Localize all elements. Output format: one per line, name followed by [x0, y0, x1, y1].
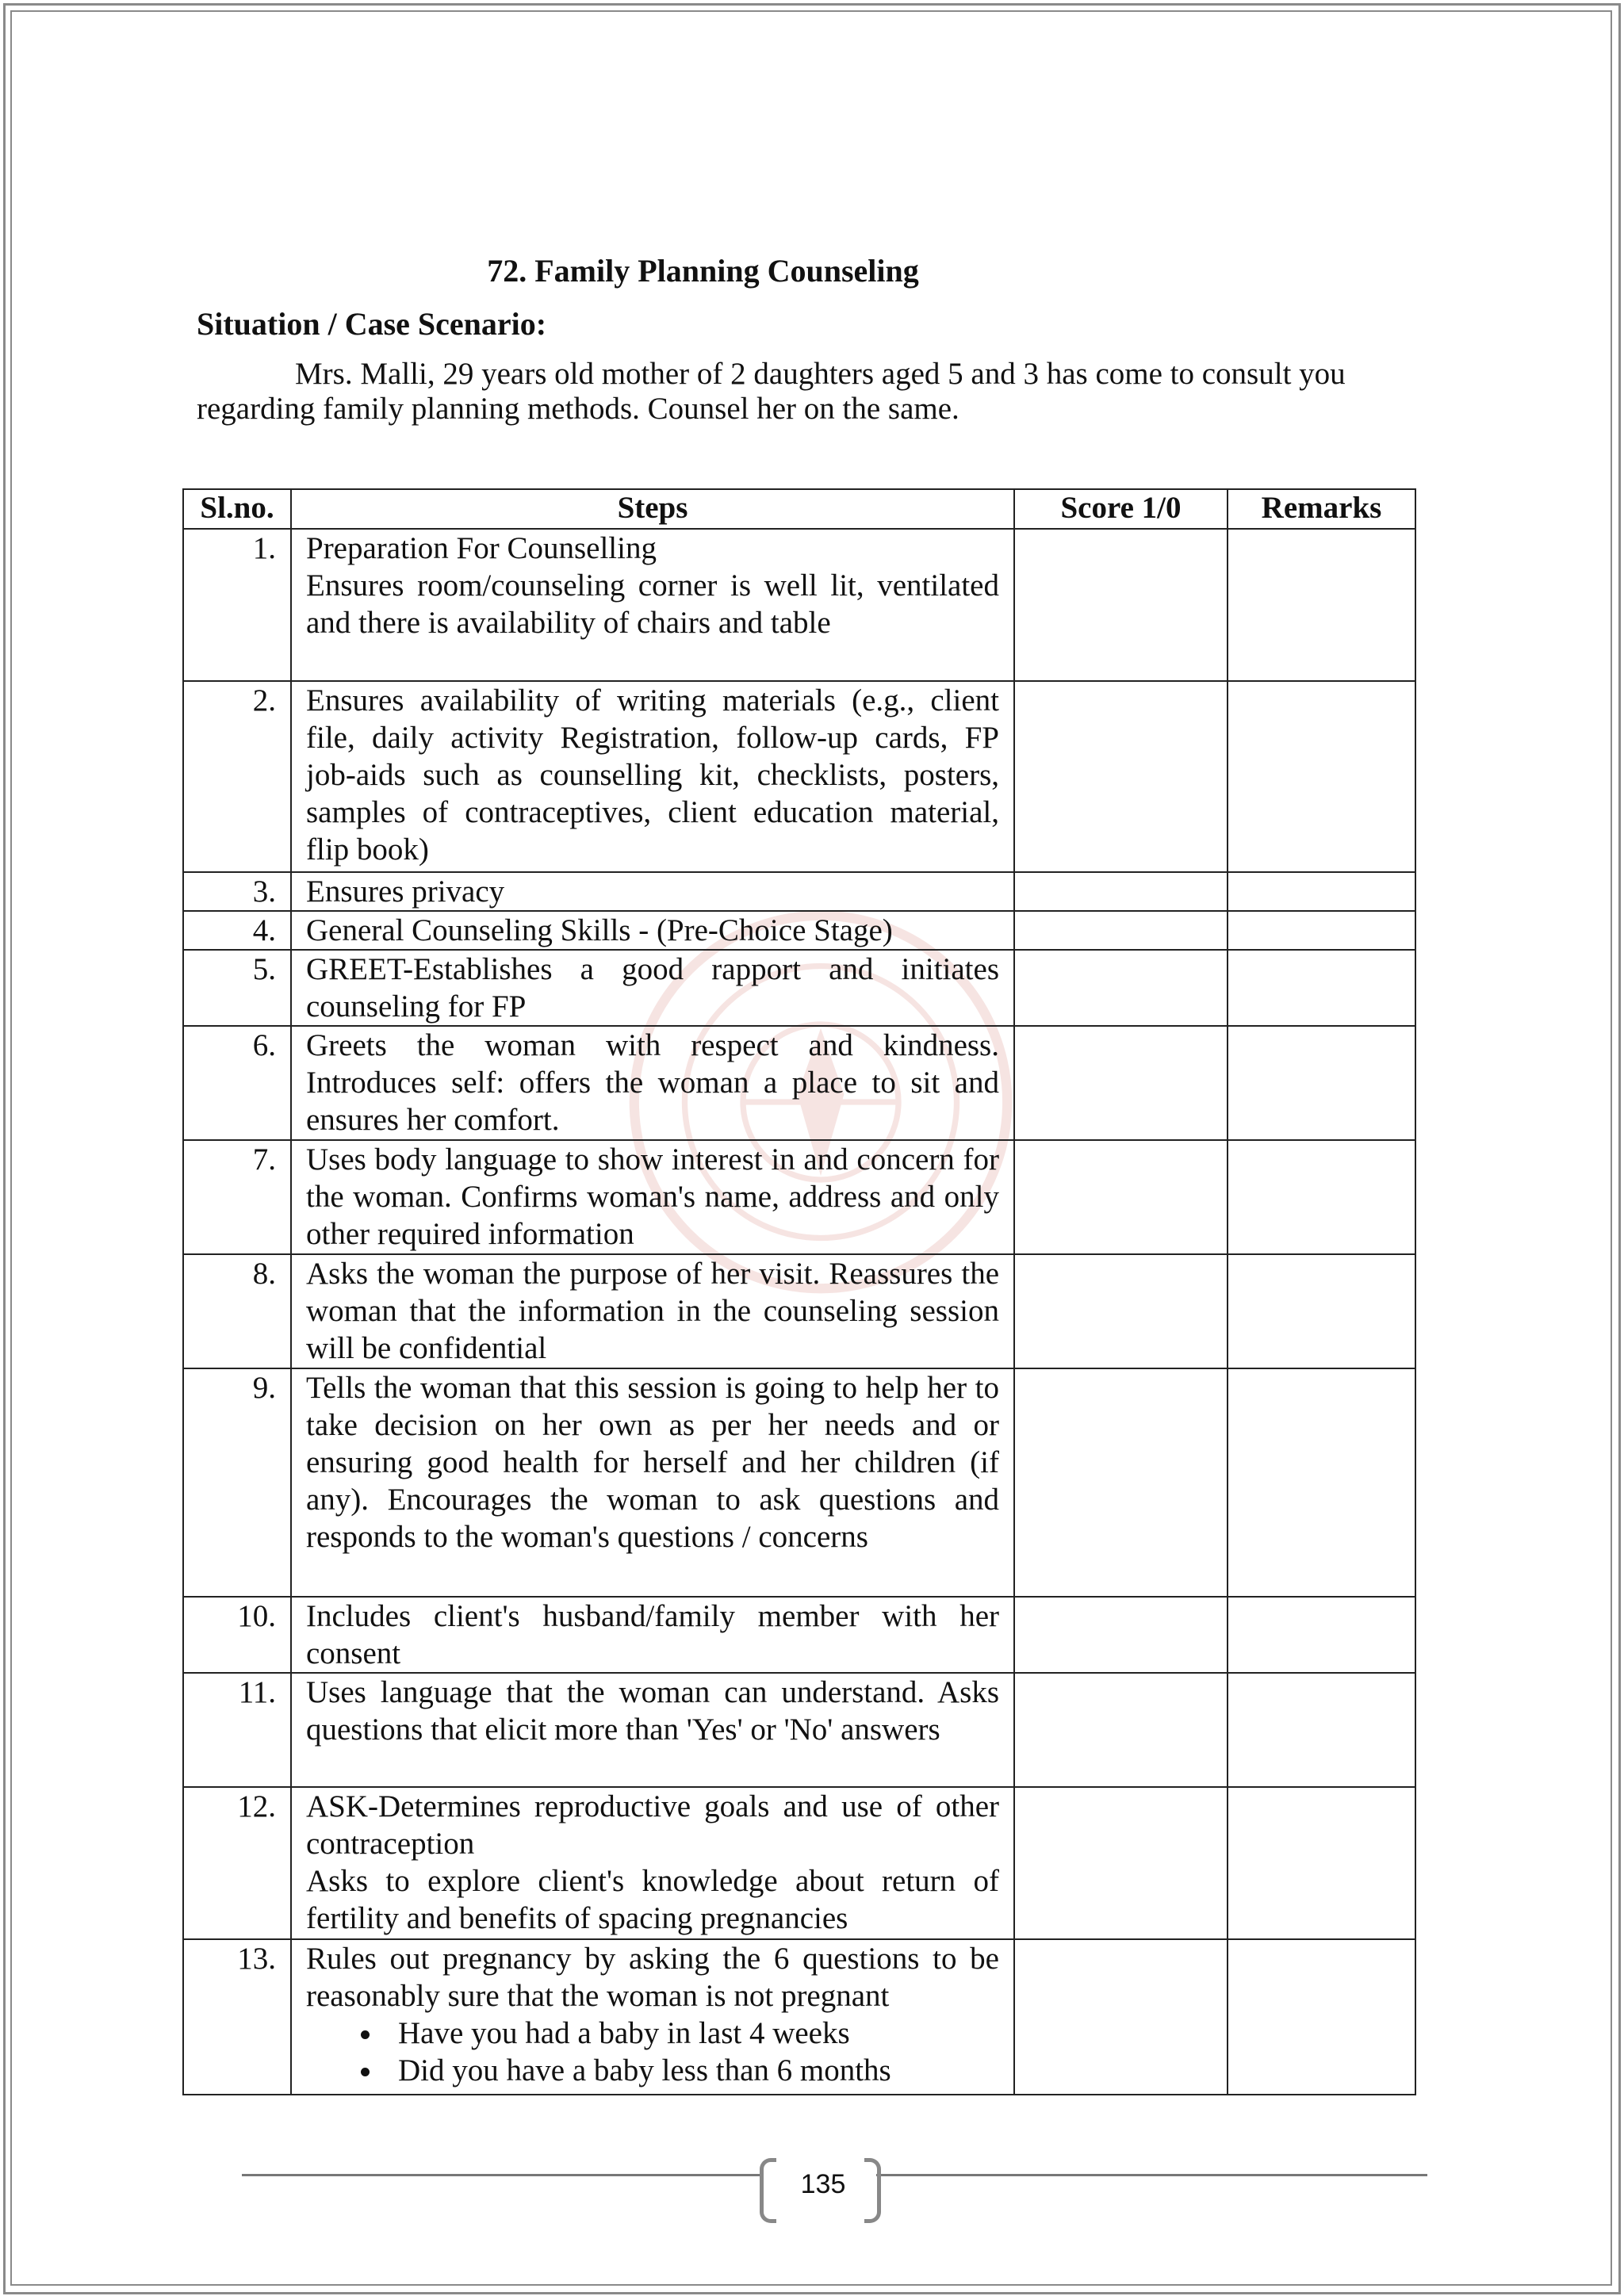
row-number: 3.	[183, 872, 291, 911]
row-number: 6.	[183, 1026, 291, 1140]
remarks-cell[interactable]	[1228, 1026, 1415, 1140]
row-number: 9.	[183, 1368, 291, 1597]
row-step	[291, 1140, 1014, 1254]
row-step	[291, 1673, 1014, 1787]
score-cell[interactable]	[1014, 911, 1228, 950]
remarks-cell[interactable]	[1228, 529, 1415, 681]
row-step	[291, 529, 1014, 681]
table-row	[183, 681, 1415, 872]
row-number: 11.	[183, 1673, 291, 1787]
table-row	[183, 1787, 1415, 1939]
row-step	[291, 1026, 1014, 1140]
score-cell[interactable]	[1014, 1368, 1228, 1597]
table-row	[183, 1254, 1415, 1368]
remarks-cell[interactable]	[1228, 1673, 1415, 1787]
header-score: Score 1/0	[1014, 489, 1228, 529]
remarks-cell[interactable]	[1228, 1254, 1415, 1368]
row-number: 7.	[183, 1140, 291, 1254]
step-text: Uses body language to show interest in and concern for the woman. Confirms woman's name, address and only other required information	[306, 1142, 999, 1251]
step-text: Includes client's husband/family member with her consent	[306, 1599, 999, 1670]
remarks-cell[interactable]	[1228, 1140, 1415, 1254]
row-step	[291, 1787, 1014, 1939]
row-number: 4.	[183, 911, 291, 950]
remarks-cell[interactable]	[1228, 1597, 1415, 1673]
scenario-text: Mrs. Malli, 29 years old mother of 2 daughters aged 5 and 3 has come to consult you regarding family planning methods. Counsel her on the same.	[197, 357, 1346, 426]
row-step	[291, 1597, 1014, 1673]
remarks-cell[interactable]	[1228, 911, 1415, 950]
score-cell[interactable]	[1014, 529, 1228, 681]
row-step	[291, 872, 1014, 911]
row-step	[291, 950, 1014, 1026]
row-number: 8.	[183, 1254, 291, 1368]
step-text: Ensures availability of writing materials (e.g., client file, daily activity Registration, follow-up cards, FP job-aids such as counselling kit, checklists, posters, samples of contraceptives, client education material, flip book)	[306, 683, 999, 867]
score-cell[interactable]	[1014, 1597, 1228, 1673]
page-number-bracket-left	[760, 2158, 776, 2223]
score-cell[interactable]	[1014, 872, 1228, 911]
table-row	[183, 1026, 1415, 1140]
row-number: 13.	[183, 1939, 291, 2095]
footer-rule-right	[876, 2174, 1427, 2176]
remarks-cell[interactable]	[1228, 950, 1415, 1026]
score-cell[interactable]	[1014, 681, 1228, 872]
row-number: 2.	[183, 681, 291, 872]
list-item: • Did you have a baby less than 6 months	[384, 2052, 999, 2089]
row-step	[291, 911, 1014, 950]
remarks-cell[interactable]	[1228, 681, 1415, 872]
question-list	[306, 2015, 999, 2089]
step-text: Ensures privacy	[306, 874, 505, 909]
step-text: Asks to explore client's knowledge about return of fertility and benefits of spacing pregnancies	[306, 1864, 999, 1935]
table-row	[183, 950, 1415, 1026]
table-row	[183, 1140, 1415, 1254]
list-item: • Have you had a baby in last 4 weeks	[384, 2015, 999, 2052]
step-text: Ensures room/counseling corner is well lit, ventilated and there is availability of chairs and table	[306, 568, 999, 640]
page-number: 135	[800, 2169, 846, 2199]
row-number: 1.	[183, 529, 291, 681]
score-cell[interactable]	[1014, 1140, 1228, 1254]
header-slno: Sl.no.	[183, 489, 291, 529]
table-header-row	[183, 489, 1415, 529]
score-cell[interactable]	[1014, 1939, 1228, 2095]
step-text: Uses language that the woman can understand. Asks questions that elicit more than 'Yes' or 'No' answers	[306, 1675, 999, 1747]
row-number: 10.	[183, 1597, 291, 1673]
row-step	[291, 1254, 1014, 1368]
header-steps: Steps	[291, 489, 1014, 529]
table-row	[183, 1673, 1415, 1787]
remarks-cell[interactable]	[1228, 872, 1415, 911]
table-row	[183, 911, 1415, 950]
remarks-cell[interactable]	[1228, 1939, 1415, 2095]
step-text: GREET-Establishes a good rapport and initiates counseling for FP	[306, 952, 999, 1024]
header-remarks: Remarks	[1228, 489, 1415, 529]
score-cell[interactable]	[1014, 1787, 1228, 1939]
step-text: ASK-Determines reproductive goals and use of other contraception	[306, 1789, 999, 1861]
footer-rule-left	[242, 2174, 761, 2176]
row-step	[291, 1939, 1014, 2095]
table-row	[183, 1939, 1415, 2095]
remarks-cell[interactable]	[1228, 1368, 1415, 1597]
score-cell[interactable]	[1014, 1026, 1228, 1140]
table-row	[183, 529, 1415, 681]
score-cell[interactable]	[1014, 1254, 1228, 1368]
row-step	[291, 681, 1014, 872]
remarks-cell[interactable]	[1228, 1787, 1415, 1939]
scenario-heading: Situation / Case Scenario:	[197, 306, 547, 342]
step-text: Asks the woman the purpose of her visit. Reassures the woman that the information in the counseling session will be confidential	[306, 1257, 999, 1365]
row-step	[291, 1368, 1014, 1597]
score-cell[interactable]	[1014, 950, 1228, 1026]
checklist-table	[182, 488, 1416, 2095]
table-row	[183, 1368, 1415, 1597]
table-row	[183, 1597, 1415, 1673]
step-text: Greets the woman with respect and kindness. Introduces self: offers the woman a place to sit and ensures her comfort.	[306, 1028, 999, 1137]
step-text: General Counseling Skills - (Pre-Choice Stage)	[306, 913, 893, 947]
step-text: Preparation For Counselling	[306, 531, 657, 565]
step-text: Tells the woman that this session is going to help her to take decision on her own as per her needs and or ensuring good health for herself and her children (if any). Encourages the woman to ask questions and responds to the woman's questions / concerns	[306, 1371, 999, 1554]
page-title: 72. Family Planning Counseling	[487, 253, 919, 289]
row-number: 5.	[183, 950, 291, 1026]
row-number: 12.	[183, 1787, 291, 1939]
score-cell[interactable]	[1014, 1673, 1228, 1787]
step-text: Rules out pregnancy by asking the 6 questions to be reasonably sure that the woman is not pregnant	[306, 1942, 999, 2013]
table-row	[183, 872, 1415, 911]
